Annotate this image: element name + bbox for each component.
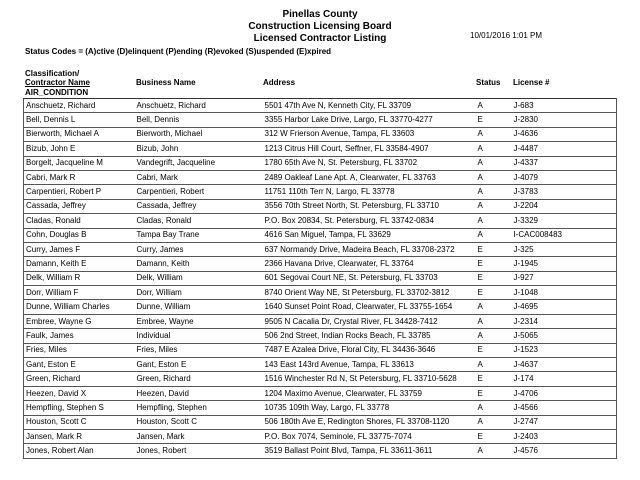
business-name-cell: Houston, Scott C — [135, 415, 263, 429]
business-name-cell: Individual — [135, 329, 263, 343]
status-cell: E — [476, 271, 512, 285]
contractor-name-cell: Bell, Dennis L — [24, 113, 135, 127]
contractor-name-cell: Bierworth, Michael A — [24, 127, 135, 141]
status-cell: A — [476, 314, 512, 328]
license-cell: J-4487 — [512, 142, 617, 156]
contractor-name-cell: Delk, William R — [24, 271, 135, 285]
business-name-cell: Vandegrift, Jacqueline — [135, 156, 263, 170]
business-name-cell: Fries, Miles — [135, 343, 263, 357]
table-row — [24, 127, 617, 141]
address-cell: 2366 Havana Drive, Clearwater, FL 33764 — [263, 257, 476, 271]
address-cell: 3355 Harbor Lake Drive, Largo, FL 33770-4277 — [263, 113, 476, 127]
table-row — [24, 386, 617, 400]
table-row — [24, 242, 617, 256]
address-cell: 601 Segovai Court NE, St. Petersburg, FL 33703 — [263, 271, 476, 285]
license-cell: J-2830 — [512, 113, 617, 127]
contractor-name-cell: Anschuetz, Richard — [24, 99, 135, 113]
report-datetime: 10/01/2016 1:01 PM — [470, 31, 543, 40]
business-name-cell: Gant, Eston E — [135, 358, 263, 372]
license-cell: J-5065 — [512, 329, 617, 343]
contractor-name-cell: Cabri, Mark R — [24, 170, 135, 184]
contractor-table-body — [24, 99, 617, 459]
table-row — [24, 113, 617, 127]
business-name-cell: Dorr, William — [135, 286, 263, 300]
status-cell: A — [476, 99, 512, 113]
status-cell: E — [476, 386, 512, 400]
status-cell: A — [476, 170, 512, 184]
license-cell: I-CAC008483 — [512, 228, 617, 242]
license-cell: J-3783 — [512, 185, 617, 199]
status-cell: A — [476, 142, 512, 156]
contractor-name-cell: Fries, Miles — [24, 343, 135, 357]
contractor-name-cell: Cassada, Jeffrey — [24, 199, 135, 213]
table-row — [24, 415, 617, 429]
address-cell: 9505 N Cacalia Dr, Crystal River, FL 34428-7412 — [263, 314, 476, 328]
address-cell: 1780 65th Ave N, St. Petersburg, FL 33702 — [263, 156, 476, 170]
contractor-name-cell: Jones, Robert Alan — [24, 444, 135, 458]
address-cell: 8740 Orient Way NE, St Petersburg, FL 33702-3812 — [263, 286, 476, 300]
contractor-name-cell: Cladas, Ronald — [24, 214, 135, 228]
business-name-cell: Anschuetz, Richard — [135, 99, 263, 113]
table-row — [24, 156, 617, 170]
address-cell: 10735 109th Way, Largo, FL 33778 — [263, 401, 476, 415]
status-cell: A — [476, 358, 512, 372]
county-title: Pinellas County — [282, 9, 358, 20]
contractor-name-cell: Green, Richard — [24, 372, 135, 386]
status-cell: E — [476, 242, 512, 256]
business-name-cell: Jansen, Mark — [135, 429, 263, 443]
status-cell: A — [476, 444, 512, 458]
contractor-name-cell: Hempfling, Stephen S — [24, 401, 135, 415]
column-header-contractor-name — [25, 69, 90, 87]
contractor-name-cell: Curry, James F — [24, 242, 135, 256]
table-row — [24, 358, 617, 372]
column-header-business-name: Business Name — [136, 78, 196, 87]
license-cell: J-1945 — [512, 257, 617, 271]
status-cell: A — [476, 199, 512, 213]
address-cell: 1204 Maximo Avenue, Clearwater, FL 33759 — [263, 386, 476, 400]
license-cell: J-4695 — [512, 300, 617, 314]
status-cell: A — [476, 415, 512, 429]
license-cell: J-3329 — [512, 214, 617, 228]
contractor-name-cell: Damann, Keith E — [24, 257, 135, 271]
status-cell: A — [476, 185, 512, 199]
status-cell: A — [476, 127, 512, 141]
column-header-address: Address — [263, 78, 296, 87]
status-cell: E — [476, 372, 512, 386]
address-cell: 637 Normandy Drive, Madeira Beach, FL 33708-2372 — [263, 242, 476, 256]
business-name-cell: Bizub, John — [135, 142, 263, 156]
table-row — [24, 329, 617, 343]
status-cell: E — [476, 286, 512, 300]
address-cell: 506 2nd Street, Indian Rocks Beach, FL 33785 — [263, 329, 476, 343]
table-row — [24, 142, 617, 156]
license-cell: J-4566 — [512, 401, 617, 415]
status-cell: A — [476, 214, 512, 228]
license-cell: J-2747 — [512, 415, 617, 429]
address-cell: 3556 70th Street North, St. Petersburg, FL 33710 — [263, 199, 476, 213]
business-name-cell: Green, Richard — [135, 372, 263, 386]
license-cell: J-325 — [512, 242, 617, 256]
status-cell: A — [476, 401, 512, 415]
license-cell: J-4079 — [512, 170, 617, 184]
business-name-cell: Carpentieri, Robert — [135, 185, 263, 199]
status-cell: A — [476, 156, 512, 170]
contractor-table — [23, 98, 617, 459]
address-cell: 506 180th Ave E, Redington Shores, FL 33708-1120 — [263, 415, 476, 429]
table-row — [24, 170, 617, 184]
business-name-cell: Bierworth, Michael — [135, 127, 263, 141]
board-title: Construction Licensing Board — [248, 21, 392, 32]
address-cell: 1516 Winchester Rd N, St Petersburg, FL 33710-5628 — [263, 372, 476, 386]
license-cell: J-4337 — [512, 156, 617, 170]
column-header-classification: Classification/ — [25, 69, 80, 78]
business-name-cell: Cladas, Ronald — [135, 214, 263, 228]
table-row — [24, 99, 617, 113]
status-codes-legend: Status Codes = (A)ctive (D)elinquent (P)ending (R)evoked (S)uspended (E)xpired — [25, 47, 332, 56]
table-row — [24, 314, 617, 328]
table-row — [24, 429, 617, 443]
business-name-cell: Tampa Bay Trane — [135, 228, 263, 242]
table-row — [24, 271, 617, 285]
contractor-name-cell: Carpentieri, Robert P — [24, 185, 135, 199]
status-cell: A — [476, 300, 512, 314]
contractor-name-cell: Cohn, Douglas B — [24, 228, 135, 242]
contractor-name-cell: Borgelt, Jacqueline M — [24, 156, 135, 170]
status-cell: E — [476, 257, 512, 271]
license-cell: J-4576 — [512, 444, 617, 458]
contractor-name-cell: Embree, Wayne G — [24, 314, 135, 328]
table-row — [24, 199, 617, 213]
contractor-name-cell: Jansen, Mark R — [24, 429, 135, 443]
business-name-cell: Heezen, David — [135, 386, 263, 400]
business-name-cell: Dunne, William — [135, 300, 263, 314]
table-row — [24, 444, 617, 458]
business-name-cell: Bell, Dennis — [135, 113, 263, 127]
address-cell: 5501 47th Ave N, Kenneth City, FL 33709 — [263, 99, 476, 113]
address-cell: 11751 110th Terr N, Largo, FL 33778 — [263, 185, 476, 199]
column-header-license: License # — [513, 78, 550, 87]
license-cell: J-4637 — [512, 358, 617, 372]
table-row — [24, 300, 617, 314]
license-cell: J-2204 — [512, 199, 617, 213]
contractor-name-cell: Heezen, David X — [24, 386, 135, 400]
address-cell: 312 W Frierson Avenue, Tampa, FL 33603 — [263, 127, 476, 141]
business-name-cell: Embree, Wayne — [135, 314, 263, 328]
status-cell: A — [476, 329, 512, 343]
business-name-cell: Delk, William — [135, 271, 263, 285]
contractor-name-cell: Faulk, James — [24, 329, 135, 343]
contractor-name-cell: Dunne, William Charles — [24, 300, 135, 314]
address-cell: 143 East 143rd Avenue, Tampa, FL 33613 — [263, 358, 476, 372]
business-name-cell: Curry, James — [135, 242, 263, 256]
license-cell: J-2314 — [512, 314, 617, 328]
table-row — [24, 185, 617, 199]
license-cell: J-174 — [512, 372, 617, 386]
listing-title: Licensed Contractor Listing — [253, 33, 387, 44]
license-cell: J-2403 — [512, 429, 617, 443]
table-row — [24, 286, 617, 300]
status-cell: E — [476, 429, 512, 443]
license-cell: J-4636 — [512, 127, 617, 141]
status-cell: E — [476, 113, 512, 127]
table-row — [24, 228, 617, 242]
contractor-name-cell: Dorr, William F — [24, 286, 135, 300]
table-row — [24, 401, 617, 415]
column-header-contractor-name-label: Contractor Name — [25, 78, 90, 87]
business-name-cell: Damann, Keith — [135, 257, 263, 271]
business-name-cell: Jones, Robert — [135, 444, 263, 458]
business-name-cell: Cassada, Jeffrey — [135, 199, 263, 213]
status-cell: A — [476, 228, 512, 242]
business-name-cell: Hempfling, Stephen — [135, 401, 263, 415]
address-cell: P.O. Box 7074, Seminole, FL 33775-7074 — [263, 429, 476, 443]
address-cell: P.O. Box 20834, St. Petersburg, FL 33742-0834 — [263, 214, 476, 228]
address-cell: 2489 Oakleaf Lane Apt. A, Clearwater, FL 33763 — [263, 170, 476, 184]
license-cell: J-927 — [512, 271, 617, 285]
address-cell: 3519 Ballast Point Blvd, Tampa, FL 33611-3611 — [263, 444, 476, 458]
section-heading: AIR_CONDITION — [25, 88, 89, 97]
table-row — [24, 343, 617, 357]
license-cell: J-1523 — [512, 343, 617, 357]
license-cell: J-4706 — [512, 386, 617, 400]
status-cell: E — [476, 343, 512, 357]
address-cell: 4616 San Miguel, Tampa, FL 33629 — [263, 228, 476, 242]
address-cell: 1213 Citrus Hill Court, Seffner, FL 33584-4907 — [263, 142, 476, 156]
table-row — [24, 257, 617, 271]
contractor-name-cell: Houston, Scott C — [24, 415, 135, 429]
table-row — [24, 214, 617, 228]
business-name-cell: Cabri, Mark — [135, 170, 263, 184]
license-cell: J-683 — [512, 99, 617, 113]
contractor-name-cell: Bizub, John E — [24, 142, 135, 156]
contractor-name-cell: Gant, Eston E — [24, 358, 135, 372]
column-header-status: Status — [476, 78, 501, 87]
address-cell: 1640 Sunset Point Road, Clearwater, FL 33755-1654 — [263, 300, 476, 314]
address-cell: 7487 E Azalea Drive, Floral City, FL 34436-3646 — [263, 343, 476, 357]
license-cell: J-1048 — [512, 286, 617, 300]
table-row — [24, 372, 617, 386]
